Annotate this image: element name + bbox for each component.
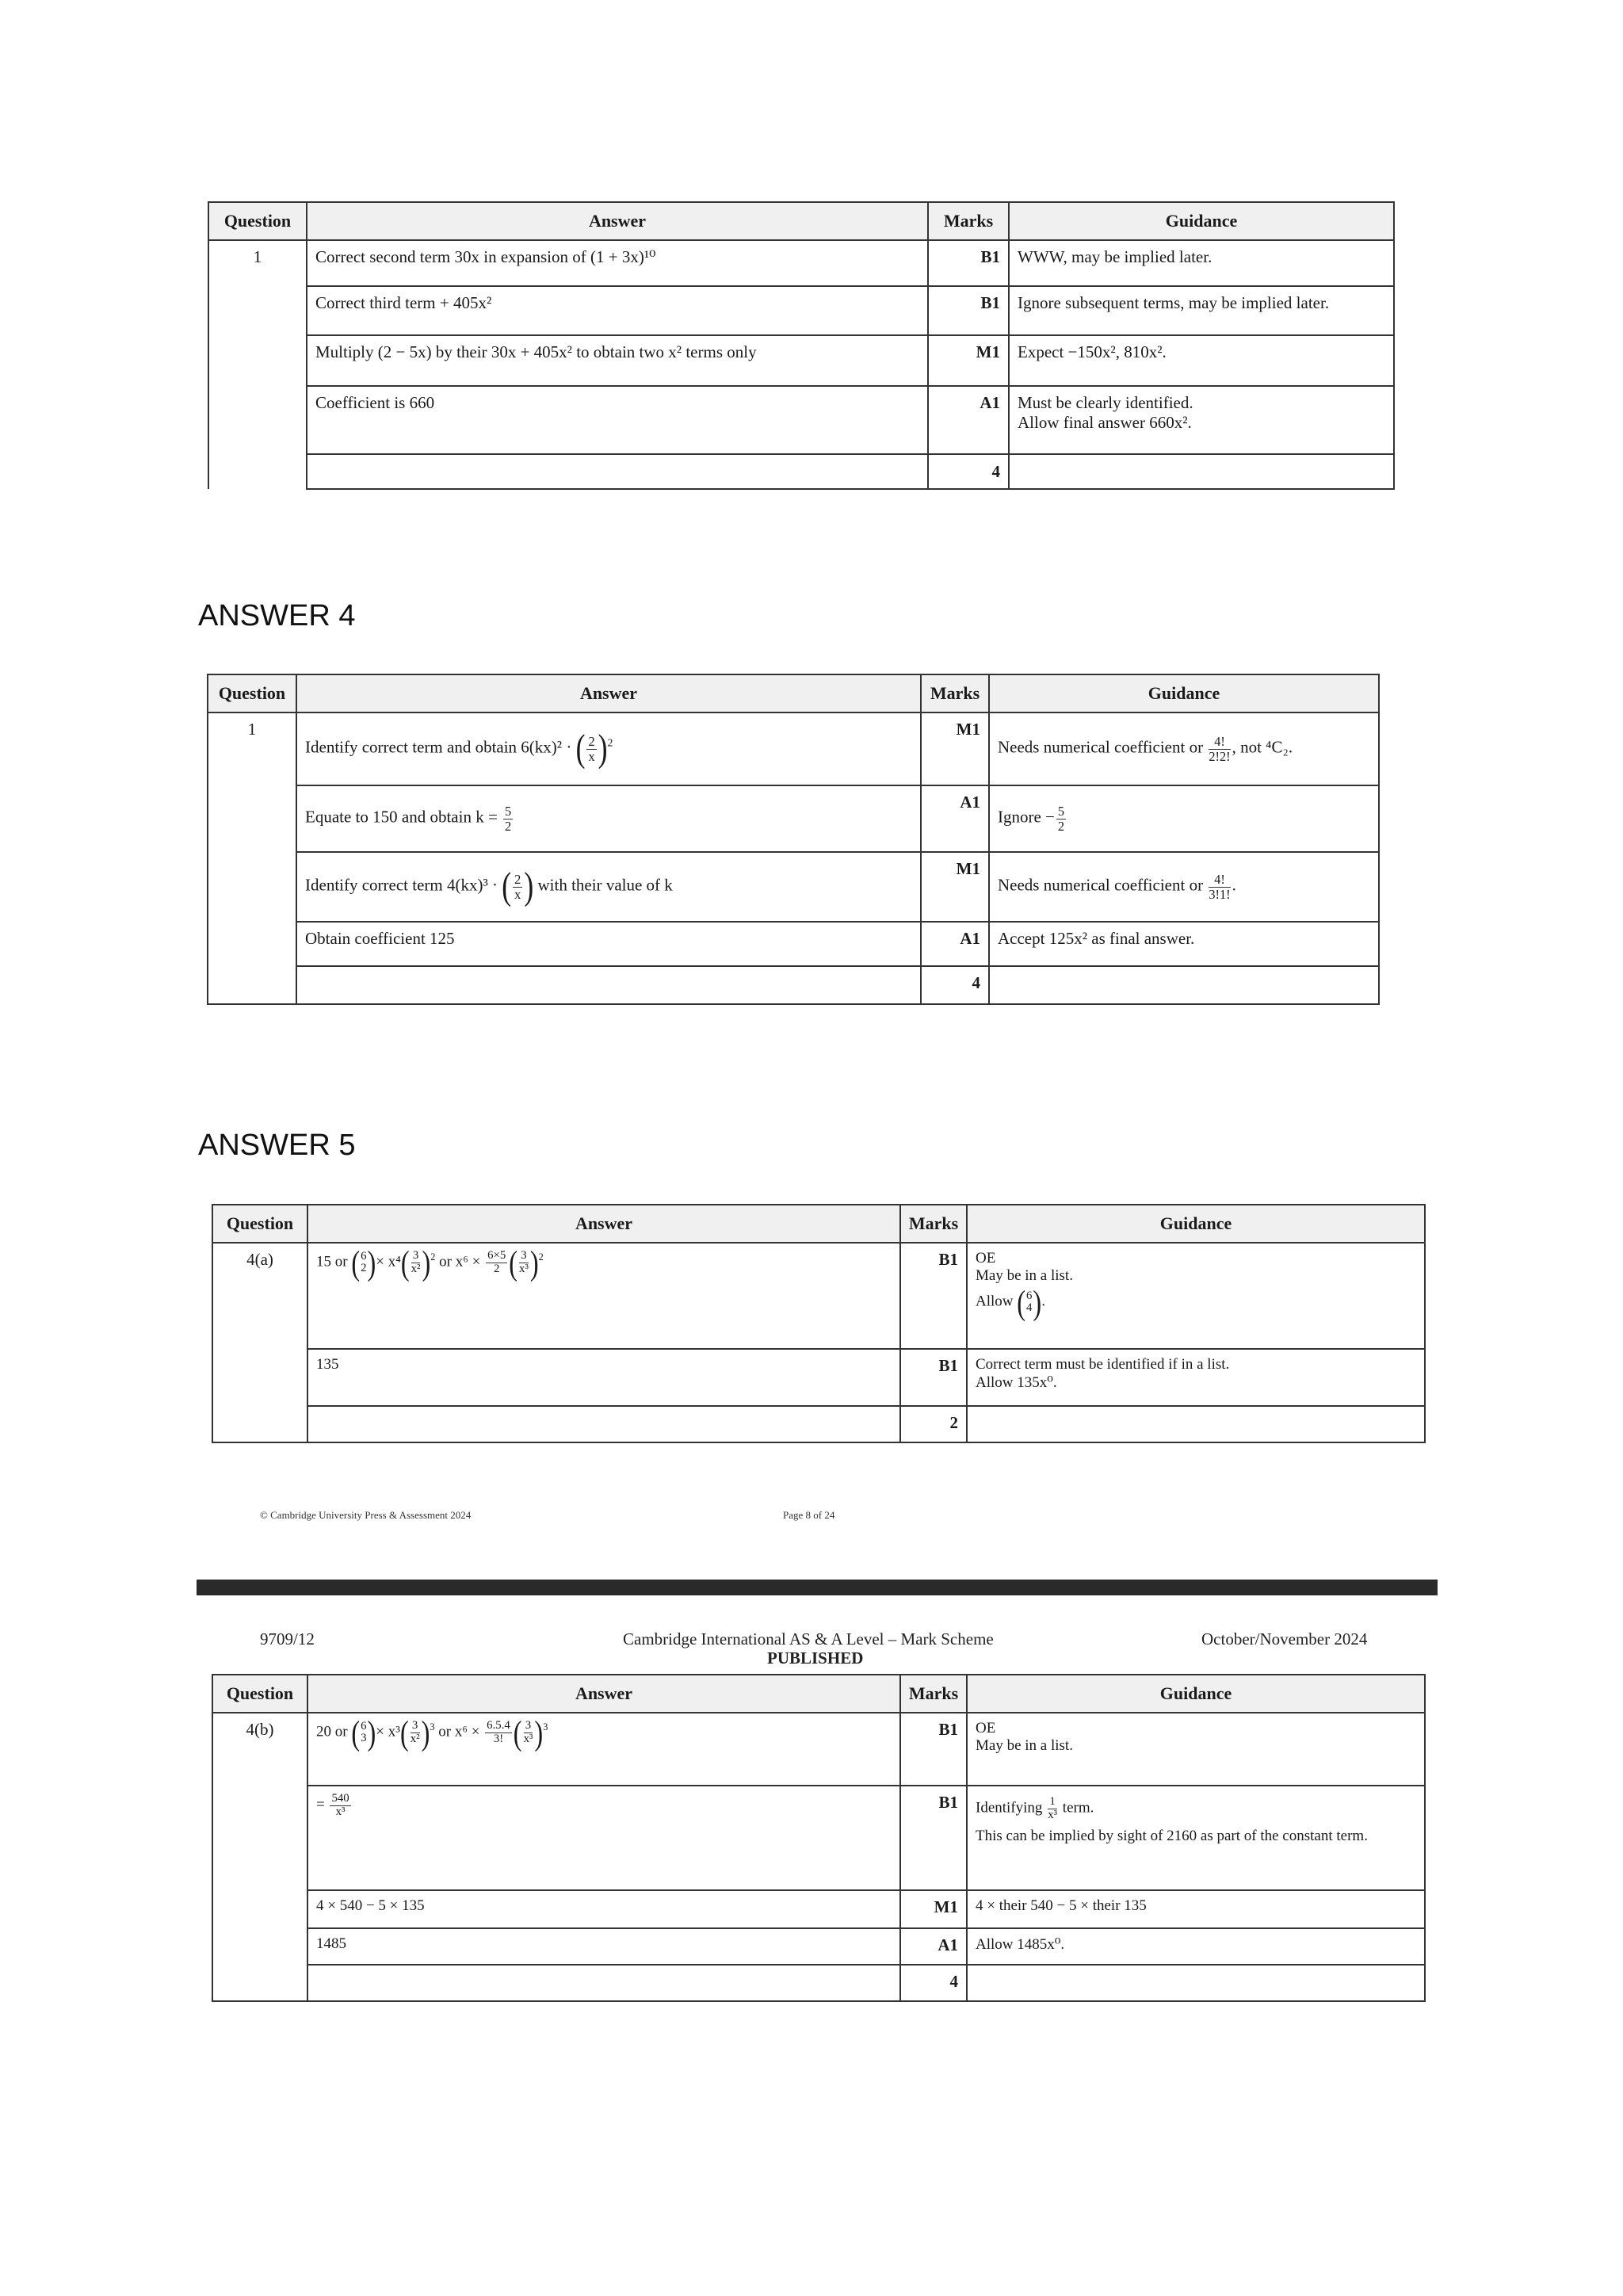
- fraction: $\frac{6.5.4}{3!}$: [487, 1719, 510, 1745]
- fraction: $\frac{3}{\text{x³}}$: [523, 1719, 533, 1745]
- guidance-tail: , not ⁴C₂.: [1232, 737, 1293, 757]
- answer-text: =: [316, 1796, 325, 1813]
- paren-open: (: [513, 1713, 522, 1752]
- answer-text: × x⁴: [376, 1253, 401, 1270]
- guidance-cell: [967, 1786, 1425, 1890]
- guidance-tail: term.: [1062, 1799, 1094, 1817]
- guidance-tail: .: [1232, 875, 1236, 895]
- total-marks: 4: [921, 966, 989, 1004]
- marks-cell: A1: [928, 386, 1009, 454]
- paren-open: (: [400, 1243, 410, 1282]
- guidance-cell: [967, 1713, 1425, 1786]
- marks-cell: B1: [900, 1243, 967, 1349]
- answer-cell: Obtain coefficient 125: [296, 922, 921, 966]
- answer-cell: Coefficient is 660: [307, 386, 928, 454]
- mark-scheme-table-3: [212, 1204, 1424, 1443]
- paper-code: 9709/12: [260, 1629, 315, 1648]
- answer-cell: 15 or ( 6 2 )× x⁴( $\frac{3}{\text{x²}}$ )$^2$ or x⁶ × $\frac{6\times 5}{2}$ ( $\frac{3}{\text{x³}}$ )$^2$: [307, 1243, 900, 1349]
- answer-cell-empty: [307, 454, 928, 489]
- question-number: 1: [208, 240, 307, 489]
- answer-text: 20 or: [316, 1723, 348, 1740]
- col-answer: Answer: [296, 674, 921, 712]
- guidance-cell-empty: [967, 1965, 1425, 2001]
- answer-cell: [296, 852, 921, 922]
- guidance-cell: 4 × their 540 − 5 × their 135: [967, 1890, 1425, 1928]
- paren-open: (: [1017, 1282, 1026, 1322]
- guidance-cell-empty: [989, 966, 1379, 1004]
- guidance-text: Needs numerical coefficient or: [998, 737, 1204, 757]
- marks-cell: B1: [900, 1349, 967, 1406]
- guidance-cell: [989, 785, 1379, 852]
- mark-scheme-table-4: [212, 1674, 1424, 2002]
- answer-cell-empty: [307, 1965, 900, 2001]
- guidance-cell: [989, 712, 1379, 785]
- marks-cell: B1: [900, 1713, 967, 1786]
- marks-cell: M1: [928, 335, 1009, 386]
- question-number: 4(a): [212, 1243, 307, 1442]
- marks-cell: B1: [928, 240, 1009, 286]
- guidance-line: Allow 135x⁰.: [976, 1374, 1057, 1391]
- guidance-cell: Allow 1485x⁰.: [967, 1928, 1425, 1965]
- fraction: $\frac{4!}{2!2!}$: [1209, 734, 1231, 764]
- binomial: 6 3: [361, 1719, 367, 1745]
- fraction: $\frac{3}{\text{x²}}$: [411, 1249, 421, 1275]
- total-marks: 2: [900, 1406, 967, 1442]
- published-label: PUBLISHED: [767, 1648, 864, 1668]
- document-title: Cambridge International AS & A Level – Mark Scheme: [623, 1629, 994, 1648]
- paren-close: ): [524, 864, 534, 907]
- marks-cell: M1: [921, 712, 989, 785]
- guidance-cell-empty: [1009, 454, 1394, 489]
- fraction: $\frac{2}{x}$: [588, 734, 595, 764]
- answer-text: Equate to 150 and obtain k =: [305, 807, 498, 827]
- guidance-line: Correct term must be identified if in a list.: [976, 1356, 1230, 1373]
- guidance-cell: Accept 125x² as final answer.: [989, 922, 1379, 966]
- marks-cell: B1: [900, 1786, 967, 1890]
- col-guidance: Guidance: [1009, 202, 1394, 240]
- answer-cell: 4 × 540 − 5 × 135: [307, 1890, 900, 1928]
- guidance-cell: [1009, 386, 1394, 454]
- guidance-cell: [989, 852, 1379, 922]
- guidance-line: Allow ( 6 4 ).: [976, 1282, 1045, 1322]
- answer-cell: [296, 785, 921, 852]
- fraction: $\frac{6\times 5}{2}$: [487, 1249, 506, 1275]
- question-number: 1: [208, 712, 296, 1004]
- guidance-text: Needs numerical coefficient or: [998, 875, 1204, 895]
- answer-text: × x³: [376, 1723, 400, 1740]
- col-guidance: Guidance: [967, 1205, 1425, 1243]
- binomial: 6 4: [1026, 1289, 1033, 1315]
- question-number: 4(b): [212, 1713, 307, 2001]
- answer-cell: Correct third term + 405x²: [307, 286, 928, 335]
- guidance-cell: Expect −150x², 810x².: [1009, 335, 1394, 386]
- guidance-cell: Ignore subsequent terms, may be implied later.: [1009, 286, 1394, 335]
- col-marks: Marks: [928, 202, 1009, 240]
- paren-close: ): [1033, 1282, 1042, 1322]
- answer-cell-empty: [307, 1406, 900, 1442]
- col-answer: Answer: [307, 202, 928, 240]
- total-marks: 4: [928, 454, 1009, 489]
- footer-page-number: Page 8 of 24: [783, 1509, 835, 1521]
- fraction: $\frac{1}{\text{x³}}$: [1048, 1795, 1058, 1821]
- guidance-line: This can be implied by sight of 2160 as part of the constant term.: [976, 1828, 1368, 1845]
- paren-open: (: [399, 1713, 409, 1752]
- answer-text: 15 or: [316, 1253, 348, 1270]
- answer-cell-empty: [296, 966, 921, 1004]
- guidance-line: [976, 1796, 1416, 1821]
- answer-cell: 1485: [307, 1928, 900, 1965]
- col-marks: Marks: [900, 1675, 967, 1713]
- guidance-text: Identifying: [976, 1799, 1043, 1817]
- guidance-cell: [967, 1349, 1425, 1406]
- guidance-line: OE: [976, 1720, 996, 1736]
- marks-cell: B1: [928, 286, 1009, 335]
- answer-cell: 20 or ( 6 3 )× x³( $\frac{3}{\text{x²}}$ )$^3$ or x⁶ × $\frac{6.5.4}{3!}$ ( $\frac{3}{\text{x³}}$ )$^3$: [307, 1713, 900, 1786]
- guidance-line: Must be clearly identified.: [1018, 393, 1193, 412]
- answer-text: or x⁶ ×: [438, 1723, 480, 1740]
- total-marks: 4: [900, 1965, 967, 2001]
- fraction: $\frac{3}{\text{x²}}$: [410, 1719, 420, 1745]
- paren-close: ): [421, 1713, 430, 1752]
- col-question: Question: [208, 202, 307, 240]
- col-answer: Answer: [307, 1675, 900, 1713]
- guidance-text: Ignore −: [998, 807, 1055, 827]
- paren-open: (: [351, 1713, 361, 1752]
- paren-close: ): [367, 1713, 376, 1752]
- col-guidance: Guidance: [967, 1675, 1425, 1713]
- paren-close: ): [529, 1243, 539, 1282]
- paren-open: (: [509, 1243, 518, 1282]
- exam-session: October/November 2024: [1201, 1629, 1368, 1648]
- page-divider: [197, 1580, 1438, 1595]
- answer-text: Identify correct term and obtain 6(kx)² ·: [305, 737, 572, 757]
- fraction: $\frac{5}{2}$: [505, 804, 512, 834]
- marks-cell: M1: [921, 852, 989, 922]
- binomial: 6 2: [361, 1249, 367, 1275]
- marks-cell: M1: [900, 1890, 967, 1928]
- guidance-line: OE: [976, 1250, 996, 1266]
- fraction: $\frac{2}{x}$: [514, 872, 521, 902]
- answer-text: Identify correct term 4(kx)³ ·: [305, 875, 498, 895]
- col-marks: Marks: [900, 1205, 967, 1243]
- fraction: $\frac{540}{\text{x³}}$: [331, 1792, 349, 1818]
- answer-cell: [307, 1786, 900, 1890]
- paren-open: (: [502, 864, 512, 907]
- heading-answer-5: ANSWER 5: [198, 1129, 356, 1162]
- col-answer: Answer: [307, 1205, 900, 1243]
- answer-cell: Multiply (2 − 5x) by their 30x + 405x² to obtain two x² terms only: [307, 335, 928, 386]
- paren-open: (: [351, 1243, 361, 1282]
- guidance-line: Allow final answer 660x².: [1018, 413, 1192, 432]
- answer-text: or x⁶ ×: [439, 1253, 481, 1270]
- guidance-text: Allow: [976, 1293, 1014, 1310]
- answer-cell: 135: [307, 1349, 900, 1406]
- footer-copyright: © Cambridge University Press & Assessment 2024: [260, 1509, 472, 1521]
- paren-close: ): [367, 1243, 376, 1282]
- col-marks: Marks: [921, 674, 989, 712]
- guidance-cell-empty: [967, 1406, 1425, 1442]
- guidance-line: May be in a list.: [976, 1267, 1073, 1284]
- marks-cell: A1: [900, 1928, 967, 1965]
- paren-close: ): [422, 1243, 431, 1282]
- heading-answer-4: ANSWER 4: [198, 599, 356, 632]
- mark-scheme-table-1: [208, 201, 1393, 490]
- col-question: Question: [212, 1675, 307, 1713]
- marks-cell: A1: [921, 922, 989, 966]
- marks-cell: A1: [921, 785, 989, 852]
- answer-cell: Correct second term 30x in expansion of (1 + 3x)¹⁰: [307, 240, 928, 286]
- col-guidance: Guidance: [989, 674, 1379, 712]
- fraction: $\frac{3}{\text{x³}}$: [519, 1249, 529, 1275]
- paren-open: (: [575, 726, 586, 770]
- answer-tail: with their value of k: [537, 875, 673, 895]
- fraction: $\frac{4!}{3!1!}$: [1209, 872, 1231, 902]
- guidance-line: May be in a list.: [976, 1737, 1073, 1754]
- guidance-cell: WWW, may be implied later.: [1009, 240, 1394, 286]
- col-question: Question: [208, 674, 296, 712]
- col-question: Question: [212, 1205, 307, 1243]
- mark-scheme-table-2: [207, 674, 1378, 1005]
- answer-cell: Identify correct term and obtain 6(kx)² · ( $\frac{2}{x}$ )$^2$: [296, 712, 921, 785]
- guidance-cell: [967, 1243, 1425, 1349]
- paren-close: ): [534, 1713, 544, 1752]
- fraction: $\frac{5}{2}$: [1057, 804, 1065, 834]
- paren-close: ): [598, 726, 608, 770]
